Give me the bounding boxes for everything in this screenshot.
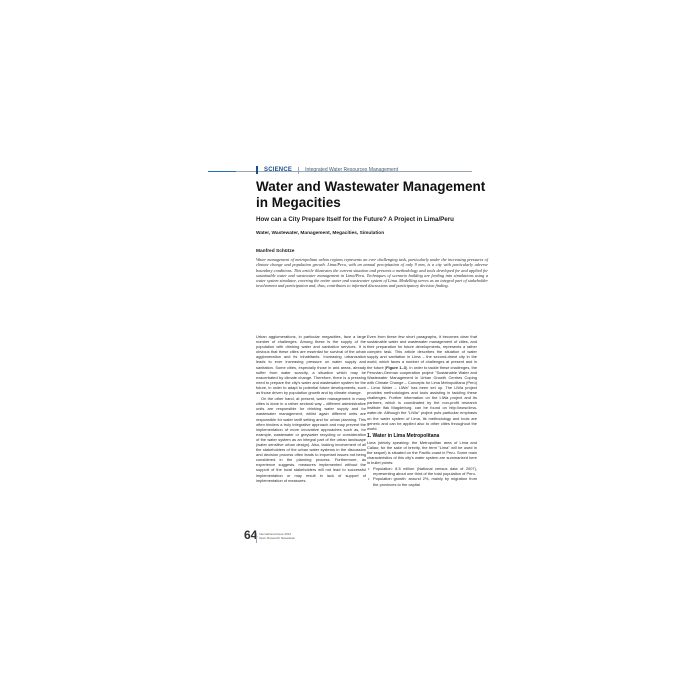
body-column-right bbox=[367, 334, 477, 487]
journal-line: Open Research Newsdesk bbox=[259, 535, 295, 540]
journal-line: International Issue 2012 bbox=[259, 532, 292, 536]
page-number: 64 bbox=[244, 528, 258, 542]
section-header bbox=[256, 165, 398, 175]
section-heading: 1. Water in Lima Metropolitana bbox=[367, 432, 440, 439]
section-marker bbox=[256, 166, 258, 174]
body-text: ). In order to tackle these challenges, the Peruvian-German cooperation project "Sustainable Water and Wastewater Management in Urban Growth Centres Coping with Climate Change – Concepts for Lima Metropolitana (Perú) – Lima Water – LiWa" has been set up. The LiWa project provides methodologies and tools assisting in tackling these challenges. Further information on the LiWa project and its partners, which is coordinated by the non-profit research institute ifak Magdeburg, can be found on http://www.lima-water.de. Although the "LiWa" project puts particular emphasis on the water system of Lima, its methodology and tools are generic and can be applied also to other cities throughout the world. bbox=[367, 364, 478, 431]
body-paragraph: On the other hand, at present, water management in many cities is done in a rather sectoral way – different administrative units are responsible for drinking water supply and for wastewater management, whilst again different units are responsible for water tariff setting and for urban planning. This often hinders a truly integrative approach and may prevent the implementation of more innovative approaches such as, for example, wastewater or greywater recycling or consideration of the water system as an integral part of the urban landscape (water sensitive urban design). Also, lacking involvement of all the stakeholders of the urban water systems in the discussion and decision process often leads to important issues not being considered in the planning process. Furthermore, as experience suggests, measures implemented without the support of the local stakeholders will not lead to successful implementation or may result in lack of support of implementation of measures. bbox=[256, 396, 366, 483]
body-paragraph bbox=[367, 334, 477, 431]
subsection-label: Integrated Water Resources Management bbox=[305, 167, 398, 173]
section-separator bbox=[298, 167, 299, 174]
section-label: SCIENCE bbox=[264, 167, 293, 173]
body-text: Even from these few short paragraphs, it becomes clear that sustainable water and wastewater management of cities, and their preparation for future developments, represents a rather complex task. This article describes the situation of water supply and sanitation in Lima – the second-driest city in the world, which faces a number of challenges at present and in the future ( bbox=[367, 334, 477, 370]
article-title: Water and Wastewater Management in Megacities bbox=[256, 179, 486, 210]
figure-reference: Figure 1–3 bbox=[386, 364, 406, 370]
article-subtitle: How can a City Prepare Itself for the Future? A Project in Lima/Peru bbox=[256, 216, 454, 223]
body-paragraph: Lima (strictly speaking: the Metropolitan area of Lima and Callao; for the sake of brevity, the term "Lima" will be used in the sequel) is situated on the Pacific coast in Peru. Some main characteristics of this city's water system are summarized here in bullet points: bbox=[367, 439, 477, 466]
bullet-item: • Population: 8.5 million (National census data of 2007), representing about one third of the total population of Peru. bbox=[373, 466, 477, 476]
body-column-left bbox=[256, 334, 366, 484]
footer-rule bbox=[256, 533, 257, 543]
journal-info bbox=[259, 533, 319, 540]
article-author: Manfred Schütze bbox=[256, 249, 295, 254]
article-abstract: Water management of metropolitan urban regions represents an ever challenging task, particularly under the increasing pressures of climate change and population growth. Lima/Peru, with an annual precipitation of only 9 mm, is a city with particularly adverse boundary conditions. This article illustrates the current situation and presents a methodology and tools developed for and applied for sustainable water and wastewater management in Lima/Peru. Techniques of scenario building are feeding into simulations using a water system simulator, covering the entire water and wastewater system of Lima. Modelling serves as an integral part of stakeholder involvement and participation and, thus, contributes to informed discussions and participatory decision finding. bbox=[256, 257, 488, 289]
bullet-list bbox=[367, 466, 477, 486]
body-paragraph: Urban agglomerations, in particular megacities, face a large number of challenges. Among these is the supply of the population with drinking water and sanitation services. It is obvious that these cities are essential for survival of the urban agglomeration and its inhabitants. Increasing urbanization leads to ever increasing pressure on water supply and sanitation. Some cities, especially those in arid areas, already suffer from water scarcity, a situation which may be exacerbated by climate change. Therefore, there is a pressing need to prepare the city's water and wastewater system for the future, in order to adapt to potential future developments, such as those driven by population growth and by climate change. bbox=[256, 334, 366, 396]
bullet-item: • Population growth: around 2%, mainly by migration from the provinces to the capital bbox=[373, 476, 477, 486]
article-keywords: Water, Wastewater, Management, Megacities, Simulation bbox=[256, 231, 385, 236]
